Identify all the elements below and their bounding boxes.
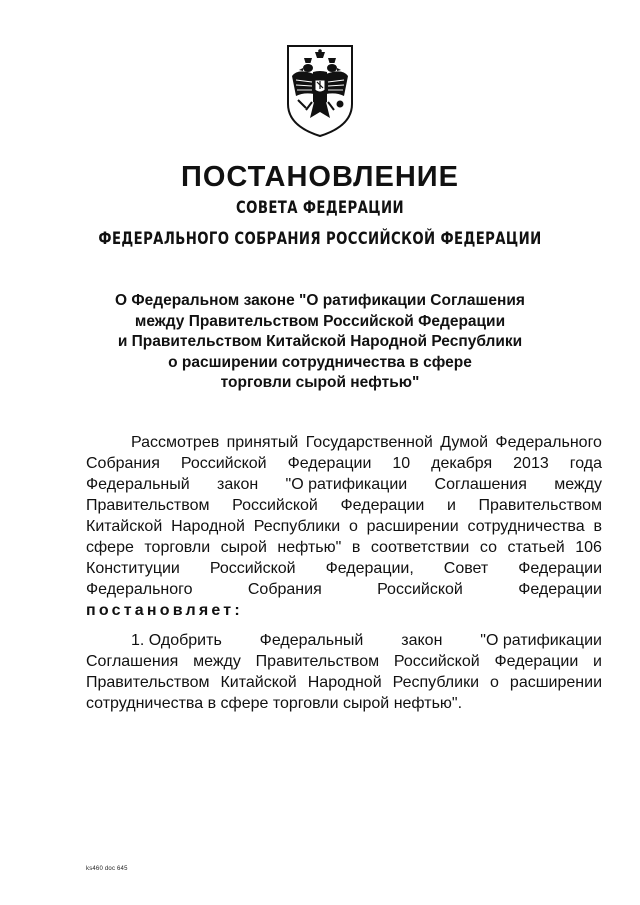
word: о [348,518,358,535]
paragraph-line [86,516,602,537]
word: Федерации [287,455,372,472]
word: Федерального [86,581,193,598]
word: сырой [220,539,267,556]
word: между [554,476,602,493]
word: со [479,539,497,556]
word: Российской [393,653,480,670]
word: "О ратификации [285,476,408,493]
paragraph-line: сотрудничества в сфере торговли сырой нефтью". [86,695,463,712]
paragraph-line [86,453,602,474]
russian-coat-of-arms-icon [284,42,356,138]
word: Государственной [305,434,433,451]
word: сфере [86,539,134,556]
word: Думой [440,434,489,451]
issuing-body-line-2: ФЕДЕРАЛЬНОГО СОБРАНИЯ РОССИЙСКОЙ ФЕДЕРАЦИИ [98,229,542,249]
word: Федерации [518,560,602,577]
document-subject [60,291,580,394]
word: Федерации, [325,560,414,577]
subject-line: О Федеральном законе "О ратификации Соглашения [115,292,525,309]
word: торговли [144,539,211,556]
resolution-item-1 [86,630,602,714]
word: нефтью" [277,539,342,556]
word: 10 [392,455,411,472]
word: Китайской [86,518,163,535]
word: между [193,653,241,670]
word: 2013 [513,455,549,472]
subject-line: между Правительством Российской Федерации [134,312,506,330]
word: Федеральный [259,632,364,649]
word: Федерального [495,434,602,451]
word: расширении [509,674,602,691]
word: Федерации [340,497,425,514]
resolution-keyword: постановляет: [86,602,243,619]
paragraph-line [86,672,602,693]
word: Народной [307,674,382,691]
word: о [490,674,499,691]
word: в [351,539,361,556]
word: Российской [180,455,267,472]
subject-line: о расширении сотрудничества в сфере [168,353,472,371]
word: Собрания [247,581,322,598]
word: года [569,455,602,472]
word: Республики [253,518,341,535]
word: декабря [431,455,493,472]
issuing-body-line-1: СОВЕТА ФЕДЕРАЦИИ [236,198,404,218]
document-title: ПОСТАНОВЛЕНИЕ [181,161,459,193]
word: статьей [507,539,565,556]
word: Совет [443,560,489,577]
word: сотрудничества [467,518,585,535]
preamble-paragraph [86,432,602,621]
word: Республики [392,674,480,691]
paragraph-line [86,579,602,600]
word: Федерации [518,581,602,598]
word: Российской [377,581,463,598]
word: в [593,518,602,535]
paragraph-line [86,630,602,651]
word: Соглашения [86,653,179,670]
paragraph-line [86,651,602,672]
document-code: ks460 doc 645 [86,866,128,872]
word: Китайской [220,674,297,691]
word: Народной [171,518,245,535]
word: и [446,497,456,514]
subject-line: и Правительством Китайской Народной Республики [117,333,523,350]
word: Собрания [86,455,160,472]
word: 106 [575,539,602,556]
subject-line: торговли сырой нефтью" [220,374,420,391]
word: Соглашения [434,476,527,493]
paragraph-line [86,495,602,516]
word: Правительством [86,497,210,514]
word: соответствии [370,539,470,556]
word: закон [217,476,259,493]
word: расширении [366,518,459,535]
paragraph-line [86,474,602,495]
word: Федеральный [86,476,190,493]
word: Правительством [255,653,380,670]
word: и [593,653,602,670]
word: закон [401,632,443,649]
paragraph-line [86,432,602,453]
word: Российской [232,497,318,514]
word: Правительством [86,674,210,691]
word: 1. Одобрить [131,632,222,649]
word: Рассмотрев [131,434,220,451]
word: Федерации [494,653,579,670]
word: Конституции [86,560,180,577]
word: принятый [226,434,299,451]
word: Российской [209,560,296,577]
word: "О ратификации [480,632,602,649]
paragraph-line [86,558,602,579]
paragraph-line [86,537,602,558]
word: Правительством [478,497,602,514]
